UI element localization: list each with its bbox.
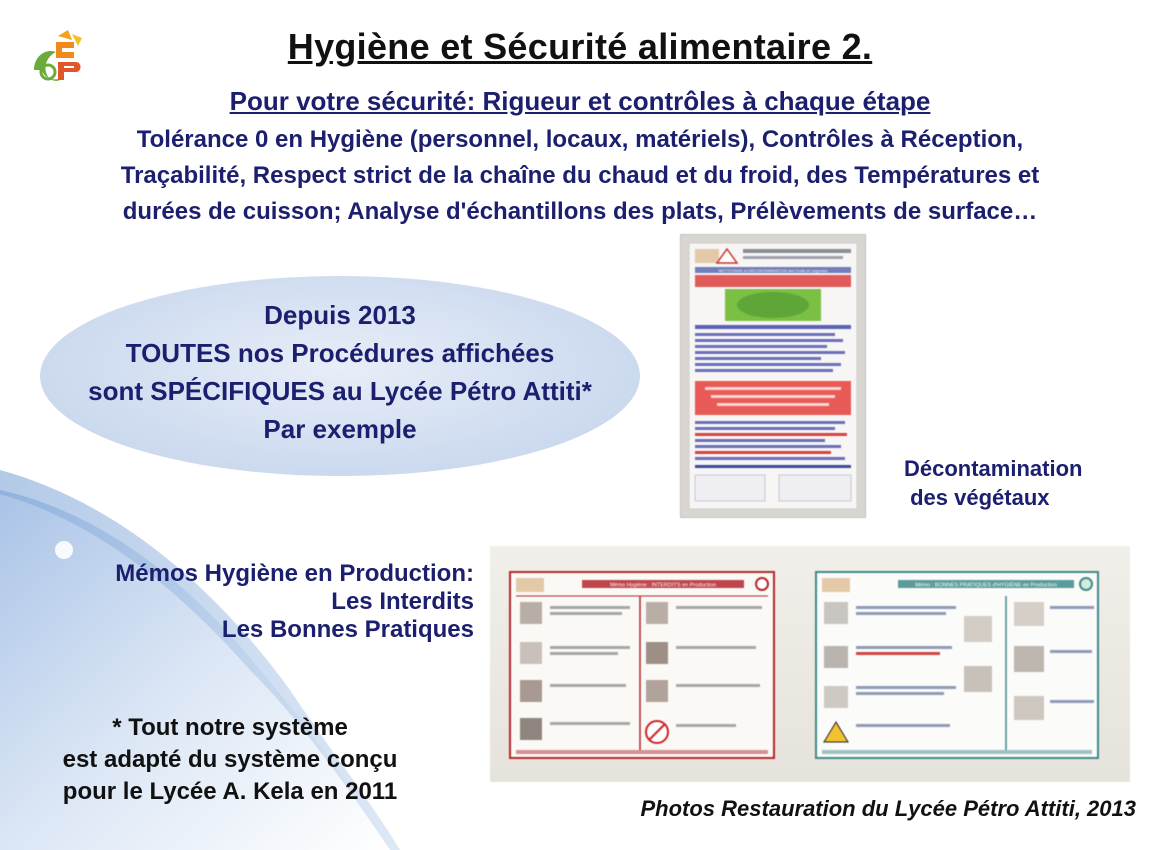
memos-line: Les Bonnes Pratiques bbox=[221, 616, 474, 643]
statement-line: sont SPÉCIFIQUES au Lycée Pétro Attiti* bbox=[88, 376, 592, 406]
footnote bbox=[30, 712, 430, 808]
statement-line: Par exemple bbox=[263, 414, 417, 444]
memos-description bbox=[60, 560, 474, 644]
caption-line: Décontamination bbox=[904, 456, 1083, 481]
poster-title: NETTOYAGE et DÉCONTAMINATION des Fruits et Légumes bbox=[718, 268, 828, 273]
intro-line: Tolérance 0 en Hygiène (personnel, locaux, matériels), Contrôles à Réception, bbox=[136, 126, 1024, 153]
memos-line: Mémos Hygiène en Production: bbox=[115, 560, 474, 587]
memos-illustration bbox=[490, 546, 1130, 782]
statement-line: Depuis 2013 bbox=[264, 300, 416, 330]
decontamination-poster-photo bbox=[680, 234, 866, 518]
poster-caption bbox=[904, 454, 1134, 512]
photo-credit: Photos Restauration du Lycée Pétro Attiti, 2013 bbox=[640, 796, 1136, 821]
memo-left-title: Mémo Hygiène : INTERDITS en Production bbox=[609, 582, 717, 589]
footnote-line: pour le Lycée A. Kela en 2011 bbox=[62, 778, 398, 805]
memo-right-title: Mémo : BONNES PRATIQUES d'HYGIÈNE en Production bbox=[915, 582, 1057, 589]
procedures-statement bbox=[40, 296, 640, 448]
statement-line: TOUTES nos Procédures affichées bbox=[125, 338, 555, 368]
poster-illustration bbox=[681, 235, 865, 517]
intro-paragraph bbox=[40, 122, 1120, 230]
footnote-line: est adapté du système conçu bbox=[62, 746, 398, 773]
page-subtitle: Pour votre sécurité: Rigueur et contrôles à chaque étape bbox=[229, 86, 931, 116]
caption-line: des végétaux bbox=[904, 485, 1050, 510]
footnote-line: * Tout notre système bbox=[112, 714, 348, 741]
memos-line: Les Interdits bbox=[331, 588, 474, 615]
intro-line: durées de cuisson; Analyse d'échantillons des plats, Prélèvements de surface… bbox=[122, 198, 1038, 225]
intro-line: Traçabilité, Respect strict de la chaîne du chaud et du froid, des Températures et bbox=[120, 162, 1040, 189]
page-title: Hygiène et Sécurité alimentaire 2. bbox=[287, 26, 873, 67]
memos-photo bbox=[490, 546, 1130, 782]
